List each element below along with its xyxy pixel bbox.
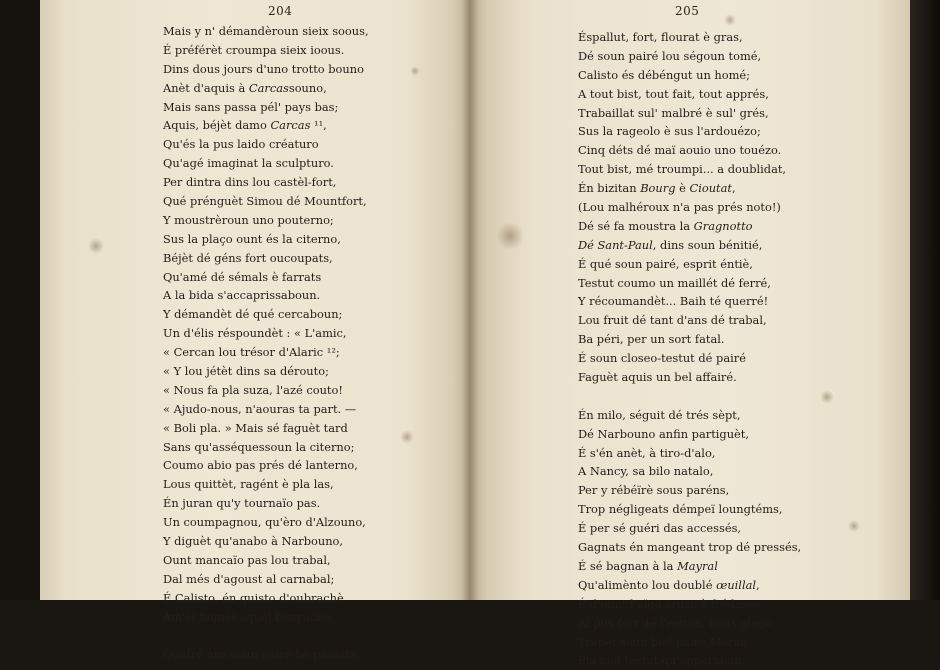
left-line-33 [163, 627, 369, 646]
left-line-34: Quatré ans soun gairé-bé passats; [163, 647, 360, 662]
left-line-14: Qu'amé dé sémals è farrats [163, 269, 322, 284]
right-line-9: Én bizitan Bourg è Cioutat, [578, 181, 736, 196]
right-line-10: (Lou malhéroux n'a pas prés noto!) [578, 200, 781, 215]
left-line-25: Lous quittèt, ragént è pla las, [163, 477, 334, 492]
left-line-13: Béjèt dé géns fort oucoupats, [163, 250, 333, 265]
left-line-9: Per dintra dins lou castèl-fort, [163, 175, 337, 190]
right-line-30: Qu'alimènto lou doublé œuillal, [578, 577, 760, 592]
right-page [470, 0, 910, 668]
left-line-4: Anèt d'aquis à Carcassouno, [163, 80, 327, 95]
right-line-8: Tout bist, mé troumpi... a doublidat, [578, 162, 787, 177]
left-line-3: Dins dous jours d'uno trotto bouno [163, 61, 364, 76]
left-page-text [163, 22, 369, 664]
foxing-spot [88, 238, 104, 254]
foxing-spot [400, 430, 414, 444]
left-line-10: Qué prénguèt Simou dé Mountfort, [163, 194, 367, 209]
right-line-34: Pla maï testut qu'apparaban; [578, 653, 746, 668]
left-line-12: Sus la plaço ount és la citerno, [163, 231, 341, 246]
right-line-3: Calisto és débéngut un homé; [578, 67, 750, 82]
right-line-6: Sus la rageolo è sus l'ardouézo; [578, 124, 761, 139]
left-line-24: Coumo abio pas prés dé lanterno, [163, 458, 358, 473]
right-line-31: É d'ount l'aïgo cruzo è frédasso, [578, 596, 764, 611]
left-line-18: « Cercan lou trésor d'Alaric ¹²; [163, 345, 340, 360]
right-line-7: Cinq déts dé maï aouio uno touézo. [578, 143, 782, 158]
left-line-31: É Calisto, én quisto d'oubrachè, [163, 590, 348, 605]
right-line-4: A tout bist, tout fait, tout apprés, [578, 86, 769, 101]
foxing-spot [496, 222, 524, 250]
right-line-1: Éspallut, fort, flourat è gras, [578, 30, 743, 44]
right-background [910, 0, 940, 600]
left-line-15: A la bida s'accaprissaboun. [163, 288, 321, 303]
left-page-number: 204 [268, 4, 293, 18]
foxing-spot [724, 14, 736, 26]
left-line-30: Dal més d'agoust al carnabal; [163, 571, 335, 586]
left-line-20: « Nous fa pla suza, l'azé couto! [163, 382, 343, 397]
left-line-16: Y démandèt dé qué cercaboun; [163, 307, 343, 322]
right-line-33: Trapèt soun biel pairé Moran [578, 634, 748, 649]
right-line-32: Al pus fort dé l'éstiou, bous glaço. [578, 615, 775, 630]
left-page [40, 0, 470, 662]
left-line-32: Am'él faguèt aquél bouyachè. [163, 609, 334, 624]
right-line-12: Dé Sant-Paul, dins soun bénitié, [578, 237, 763, 252]
left-line-28: Y diguèt qu'anabo à Narbouno, [163, 534, 344, 549]
right-line-26: Trop négligeats démpeï loungtéms, [578, 502, 783, 517]
right-line-23: É s'én anèt, à tiro-d'alo, [578, 445, 716, 460]
right-line-21: Én milo, séguit dé trés sèpt, [578, 407, 741, 422]
left-line-29: Ount mancaïo pas lou trabal, [163, 552, 331, 567]
foxing-spot [820, 390, 834, 404]
left-line-19: « Y lou jétèt dins sa dérouto; [163, 364, 329, 379]
right-line-16: Lou fruit dé tant d'ans dé trabal, [578, 313, 767, 328]
right-line-27: É per sé guéri das accessés, [578, 521, 742, 536]
left-line-27: Un coumpagnou, qu'èro d'Alzouno, [163, 515, 366, 530]
left-line-17: Un d'élis réspoundèt : « L'amic, [163, 326, 347, 341]
left-line-21: « Ajudo-nous, n'aouras ta part. — [163, 401, 357, 416]
left-line-26: Én juran qu'y tournaïo pas. [163, 496, 321, 511]
right-line-19: Faguèt aquis un bel affairé. [578, 370, 737, 385]
right-line-2: Dé soun pairé lou ségoun tomé, [578, 48, 762, 63]
right-line-25: Per y rébéïrè sous paréns, [578, 483, 730, 498]
book-gutter [462, 0, 478, 600]
right-page-number: 205 [675, 4, 700, 18]
right-line-14: Testut coumo un maillét dé ferré, [578, 275, 771, 290]
right-page-text [578, 28, 801, 670]
left-line-2: É préférèt croumpa sieix ioous. [163, 42, 345, 57]
right-line-15: Y récoumandèt... Baih té querré! [578, 294, 769, 309]
right-line-24: A Nancy, sa bilo natalo, [578, 464, 714, 479]
left-line-22: « Boli pla. » Mais sé faguèt tard [163, 420, 348, 435]
left-line-6: Aquis, béjèt damo Carcas ¹¹, [163, 118, 327, 133]
foxing-spot [848, 520, 860, 532]
right-line-20 [578, 387, 801, 406]
left-line-7: Qu'és la pus laido créaturo [163, 137, 319, 152]
right-line-18: É soun closeo-testut dé pairé [578, 351, 746, 366]
left-line-8: Qu'agé imaginat la sculpturo. [163, 156, 334, 171]
right-line-11: Dé sé fa moustra la Gragnotto [578, 218, 753, 233]
foxing-spot [410, 66, 420, 76]
right-line-29: É sé bagnan à la Mayral [578, 558, 718, 573]
right-line-13: É qué soun pairé, esprit éntiè, [578, 256, 753, 271]
right-line-5: Trabaillat sul' malbré è sul' grés, [578, 105, 769, 120]
left-line-1: Mais y n' démandèroun sieix soous, [163, 24, 369, 38]
right-line-22: Dé Narbouno anfin partiguèt, [578, 426, 749, 441]
left-line-23: Sans qu'asséquessoun la citerno; [163, 439, 355, 454]
right-line-28: Gagnats én mangeant trop dé pressés, [578, 540, 802, 555]
left-line-5: Mais sans passa pél' pays bas; [163, 99, 339, 114]
left-line-11: Y moustrèroun uno pouterno; [163, 212, 334, 227]
right-line-17: Ba péri, per un sort fatal. [578, 332, 725, 347]
left-background [0, 0, 40, 600]
